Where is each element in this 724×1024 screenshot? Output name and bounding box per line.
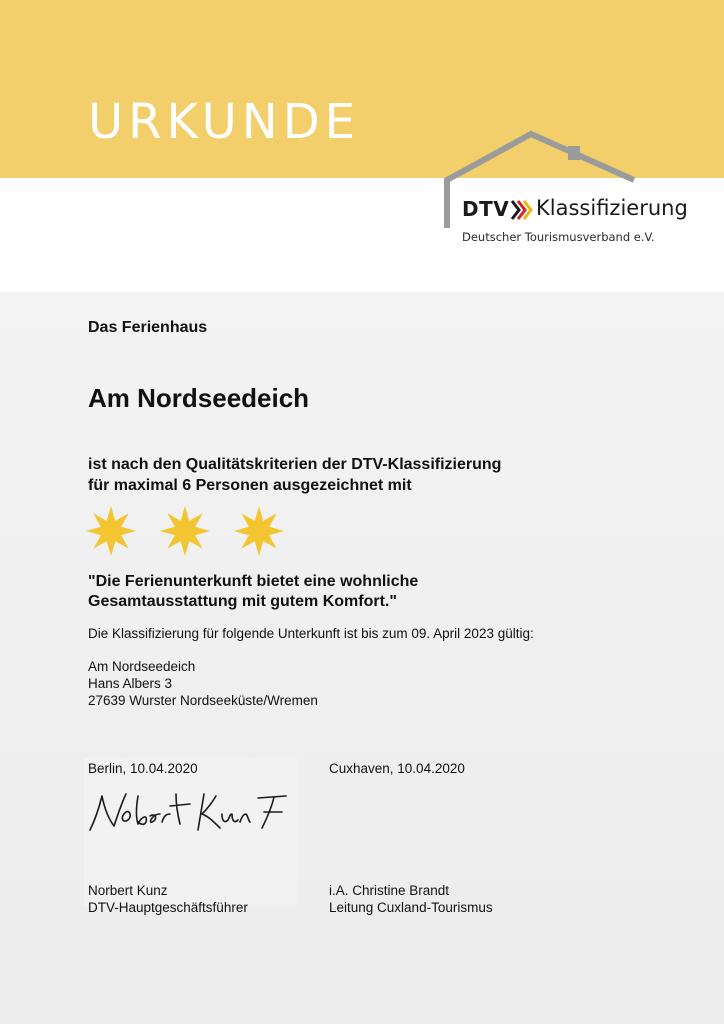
logo-klassifizierung: Klassifizierung: [536, 196, 688, 220]
signer-name: i.A. Christine Brandt: [329, 883, 450, 898]
signer-right: [329, 882, 493, 916]
address-line: Hans Albers 3: [88, 676, 173, 691]
property-address: [88, 658, 318, 709]
statement-line: für maximal 6 Personen ausgezeichnet mit: [88, 477, 412, 494]
star-icon: [158, 504, 212, 558]
star-icon: [232, 504, 286, 558]
property-name: Am Nordseedeich: [88, 383, 310, 413]
award-statement: [88, 454, 501, 496]
handwritten-signature: [86, 788, 296, 838]
chevrons-icon: [510, 199, 534, 221]
star-icon: [84, 504, 138, 558]
signer-left: [88, 882, 248, 916]
signer-name: Norbert Kunz: [88, 883, 168, 898]
quote-line: Gesamtausstattung mit gutem Komfort.": [88, 593, 397, 610]
property-type: Das Ferienhaus: [88, 319, 208, 336]
star-rating: [84, 504, 286, 558]
signer-role: DTV-Hauptgeschäftsführer: [88, 900, 248, 915]
address-line: 27639 Wurster Nordseeküste/Wremen: [88, 693, 318, 708]
validity-text: Die Klassifizierung für folgende Unterkunft ist bis zum 09. April 2023 gültig:: [88, 626, 534, 641]
logo-dtv: DTV: [462, 197, 510, 221]
place-date-right: Cuxhaven, 10.04.2020: [329, 761, 465, 776]
signer-role: Leitung Cuxland-Tourismus: [329, 900, 493, 915]
rating-quote: [88, 572, 418, 612]
logo-subtitle: Deutscher Tourismusverband e.V.: [462, 230, 655, 244]
certificate-title: URKUNDE: [88, 94, 360, 150]
place-date-left: Berlin, 10.04.2020: [88, 761, 198, 776]
quote-line: "Die Ferienunterkunft bietet eine wohnliche: [88, 573, 419, 590]
statement-line: ist nach den Qualitätskriterien der DTV-Klassifizierung: [88, 456, 502, 473]
address-line: Am Nordseedeich: [88, 659, 196, 674]
